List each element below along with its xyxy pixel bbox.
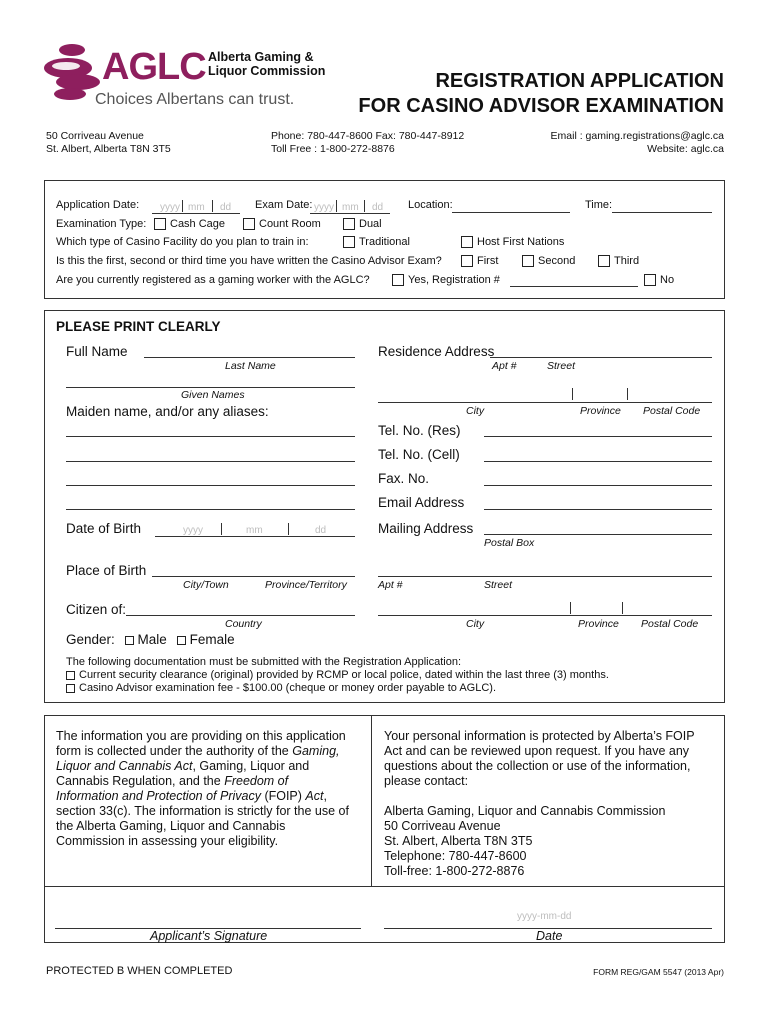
fax-label: Fax. No.: [378, 471, 430, 486]
mailing-postal-box-field[interactable]: [484, 534, 712, 535]
host-first-nations-checkbox[interactable]: [461, 236, 473, 248]
exam-fee-checkbox[interactable]: [66, 684, 75, 693]
maiden-name-label: Maiden name, and/or any aliases:: [66, 404, 269, 419]
form-number: FORM REG/GAM 5547 (2013 Apr): [593, 967, 724, 977]
privacy-contact-intro: Your personal information is protected by Alberta’s FOIP Act and can be reviewed upon request. If you have any questions about the collection or use of the information, please contact:: [384, 729, 695, 788]
logo-name-line2: Liquor Commission: [208, 64, 326, 78]
mailing-province-caption: Province: [578, 618, 619, 630]
protected-b-notice: PROTECTED B WHEN COMPLETED: [46, 965, 233, 977]
signature-caption: Applicant’s Signature: [150, 929, 268, 943]
privacy-contact-line-5: Toll-free: 1-800-272-8876: [384, 864, 525, 878]
location-field[interactable]: [452, 212, 570, 213]
fax-field[interactable]: [484, 485, 712, 486]
aglc-phone-fax: Phone: 780-447-8600 Fax: 780-447-8912: [271, 130, 465, 142]
gender-male-label: Male: [137, 632, 167, 647]
tel-cell-field[interactable]: [484, 461, 712, 462]
residence-street-field[interactable]: [490, 357, 712, 358]
province-territory-caption: Province/Territory: [265, 579, 347, 591]
security-clearance-checkbox[interactable]: [66, 671, 75, 680]
date-of-birth-label: Date of Birth: [66, 521, 142, 536]
cash-cage-checkbox[interactable]: [154, 218, 166, 230]
second-attempt-label: Second: [538, 255, 576, 267]
given-names-caption: Given Names: [181, 389, 245, 401]
form-title-line1: REGISTRATION APPLICATION: [435, 70, 724, 92]
application-date-label: Application Date:: [56, 199, 140, 211]
residence-street-caption: Street: [547, 360, 576, 372]
attempt-question: Is this the first, second or third time you have written the Casino Advisor Exam?: [56, 255, 442, 267]
third-attempt-label: Third: [614, 255, 640, 267]
traditional-checkbox[interactable]: [343, 236, 355, 248]
form-title-line2: FOR CASINO ADVISOR EXAMINATION: [358, 95, 724, 117]
privacy-contact-line-3: St. Albert, Alberta T8N 3T5: [384, 834, 533, 848]
exam-date-field[interactable]: yyyy mm dd: [310, 200, 390, 214]
alias-field-2[interactable]: [66, 461, 355, 462]
gender-female-checkbox[interactable]: [177, 636, 186, 645]
registered-no-checkbox[interactable]: [644, 274, 656, 286]
registered-yes-checkbox[interactable]: [392, 274, 404, 286]
residence-apt-caption: Apt #: [492, 360, 517, 372]
gender-row: [66, 632, 235, 647]
full-name-label: Full Name: [66, 344, 128, 359]
date-of-birth-field[interactable]: yyyy mm dd: [155, 522, 355, 537]
aglc-email: Email : gaming.registrations@aglc.ca: [550, 130, 724, 142]
citizen-of-field[interactable]: [126, 615, 355, 616]
privacy-divider: [371, 716, 372, 886]
tel-res-label: Tel. No. (Res): [378, 423, 461, 438]
third-attempt-checkbox[interactable]: [598, 255, 610, 267]
logo-tagline: Choices Albertans can trust.: [95, 91, 295, 108]
aglc-logo: [44, 42, 326, 112]
email-label: Email Address: [378, 495, 465, 510]
residence-address-label: Residence Address: [378, 344, 495, 359]
logo-name-line1: Alberta Gaming &: [208, 50, 314, 64]
mailing-city-field[interactable]: [378, 615, 712, 616]
dual-checkbox[interactable]: [343, 218, 355, 230]
residence-city-field[interactable]: [378, 402, 712, 403]
aglc-tollfree: Toll Free : 1-800-272-8876: [271, 143, 395, 155]
facility-question: Which type of Casino Facility do you plan to train in:: [56, 236, 309, 248]
postal-box-caption: Postal Box: [484, 537, 535, 549]
exam-date-label: Exam Date:: [255, 199, 313, 211]
tel-res-field[interactable]: [484, 436, 712, 437]
count-room-checkbox[interactable]: [243, 218, 255, 230]
gender-female-label: Female: [189, 632, 235, 647]
registration-number-field[interactable]: [510, 286, 638, 287]
place-of-birth-field[interactable]: [152, 576, 355, 577]
city-town-caption: City/Town: [183, 579, 229, 591]
first-attempt-checkbox[interactable]: [461, 255, 473, 267]
mailing-street-field[interactable]: [378, 576, 712, 577]
application-date-field[interactable]: yyyy mm dd: [152, 200, 240, 214]
citizen-of-label: Citizen of:: [66, 602, 127, 617]
host-first-nations-label: Host First Nations: [477, 236, 565, 248]
first-attempt-label: First: [477, 255, 499, 267]
residence-postal-caption: Postal Code: [643, 405, 701, 417]
country-caption: Country: [225, 618, 262, 630]
place-of-birth-label: Place of Birth: [66, 563, 147, 578]
given-names-field[interactable]: [66, 387, 355, 388]
time-label: Time:: [585, 199, 613, 211]
gender-label: Gender:: [66, 632, 115, 647]
alias-field-4[interactable]: [66, 509, 355, 510]
privacy-divider-horizontal: [45, 886, 724, 887]
doc-item-security-clearance: Current security clearance (original) provided by RCMP or local police, dated within the last three (3) months.: [66, 669, 609, 681]
mailing-apt-caption: Apt #: [378, 579, 403, 591]
alias-field-1[interactable]: [66, 436, 355, 437]
email-field[interactable]: [484, 509, 712, 510]
doc-item-exam-fee: Casino Advisor examination fee - $100.00 (cheque or money order payable to AGLC).: [66, 682, 496, 694]
cash-cage-label: Cash Cage: [170, 218, 226, 230]
privacy-contact-line-1: Alberta Gaming, Liquor and Cannabis Commission: [384, 804, 666, 818]
residence-city-caption: City: [466, 405, 485, 417]
dual-label: Dual: [359, 218, 382, 230]
alias-field-3[interactable]: [66, 485, 355, 486]
registered-no-label: No: [660, 274, 675, 286]
privacy-collection-notice: The information you are providing on this application form is collected under the authority of the Gaming, Liquor and Cannabis Act, Gaming, Liquor and Cannabis Regulation, and the Freedom of Information and Protection of Privacy (FOIP) Act, section 33(c). The information is strictly for the use of the Alberta Gaming, Liquor and Cannabis Commission in assessing your eligibility.: [56, 729, 349, 848]
location-label: Location:: [408, 199, 453, 211]
logo-wordmark: AGLC: [102, 46, 206, 88]
registered-yes-label: Yes, Registration #: [408, 274, 500, 286]
count-room-label: Count Room: [259, 218, 321, 230]
traditional-label: Traditional: [359, 236, 410, 248]
print-clearly-heading: PLEASE PRINT CLEARLY: [56, 319, 221, 334]
docs-intro: The following documentation must be submitted with the Registration Application:: [66, 656, 461, 668]
residence-province-caption: Province: [580, 405, 621, 417]
privacy-contact-line-2: 50 Corriveau Avenue: [384, 819, 501, 833]
aglc-address-1: 50 Corriveau Avenue: [46, 130, 144, 142]
privacy-contact-line-4: Telephone: 780-447-8600: [384, 849, 527, 863]
mailing-postal-caption: Postal Code: [641, 618, 699, 630]
mailing-street-caption: Street: [484, 579, 513, 591]
mailing-city-caption: City: [466, 618, 485, 630]
registered-question: Are you currently registered as a gaming worker with the AGLC?: [56, 274, 370, 286]
time-field[interactable]: [612, 212, 712, 213]
tel-cell-label: Tel. No. (Cell): [378, 447, 460, 462]
aglc-website: Website: aglc.ca: [647, 143, 724, 155]
mailing-address-label: Mailing Address: [378, 521, 474, 536]
gender-male-checkbox[interactable]: [125, 636, 134, 645]
second-attempt-checkbox[interactable]: [522, 255, 534, 267]
aglc-address-2: St. Albert, Alberta T8N 3T5: [46, 143, 171, 155]
signature-date-placeholder: yyyy-mm-dd: [517, 911, 572, 922]
exam-type-label: Examination Type:: [56, 218, 147, 230]
last-name-field[interactable]: [144, 357, 355, 358]
last-name-caption: Last Name: [225, 360, 276, 372]
signature-date-caption: Date: [536, 929, 563, 943]
